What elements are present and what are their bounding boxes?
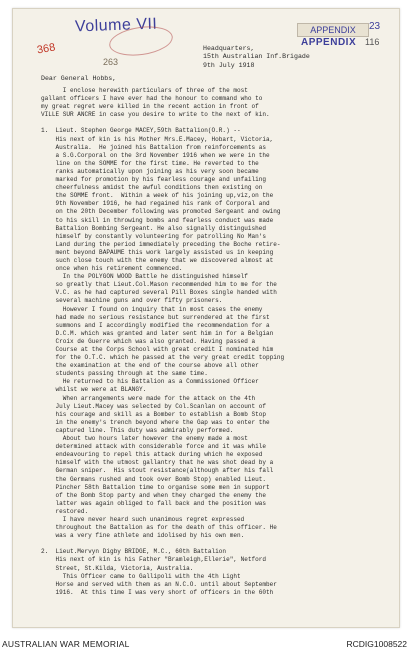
archive-reference: RCDIG1008522 [346,639,407,649]
appendix-stamp: APPENDIX [301,37,357,48]
volume-handwriting: Volume VII [74,15,158,36]
archive-name: AUSTRALIAN WAR MEMORIAL [2,639,130,649]
letter-body: I enclose herewith particulars of three of the most gallant officers I have ever had the honour to command who to my great regret were killed in the recent action in front of VILLE SUR ANCRE in case you desire to write to the next of kin. 1. Lieut. Stephen George MACEY,59th Battalion(O.R.) -- His next of kin is his Mother Mrs.E.Macey, Hobart, Victoria, Australia. He joined his Battalion from reinforcements as a S.G.Corporal on the 3rd November 1916 when we were in the line on the SOMME for the first time. He reverted to the ranks automatically upon joining as his very soon became marked for promotion by his fearless courage and unfailing cheerfulness amidst the awful conditions then existing on the SOMME front. Within a week of his joining up,viz,on the 9th November 1916, he had regained his rank of Corporal and on the 20th December following was promoted Sergeant and owing to his skill in throwing bombs and fearless conduct was made Battalion Bombing Sergeant. He also signally distinguished himself by constantly volunteering for patrolling No Man's Land during the period immediately preceding the Boche retire- ment beyond BAPAUME this work largely assisted us in keeping such close touch with the enemy that we discovered almost at once when his retirement commenced. In the POLYGON WOOD Battle he distinguished himself so greatly that Lieut.Col.Mason recommended him to me for the V.C. as he had captured several Pill Boxes single handed with several machine guns and over fifty prisoners. However I found on inquiry that in most cases the enemy had made no serious resistance but surrendered at the first summons and I accordingly modified the recommendation for a D.C.M. which was granted and later sent him in for a Belgian Croix de Guerre which was also granted. Having passed a Course at the Corps School with great credit I nominated him for the O.T.C. which he passed at the very great credit topping the examination at the end of the course above all other students passing through at the same time. He returned to his Battalion as a Commissioned Officer whilst we were at BLANGY. When arrangements were made for the attack on the 4th July Lieut.Macey was selected by Col.Scanlan on account of his courage and skill as a Bomber to establish a Bomb Stop in the enemy's trench beyond where the Gap was to enter the captured line. This duty was admirably performed. About two hours later however the enemy made a most determined attack with considerable force and it was while endeavouring to repel this attack during which he exposed himself with the utmost gallantry that he was shot dead by a German sniper. His stout resistance(although after his fall the Germans rushed and took over Bomb Stop) enabled Lieut. Pincher 58th Battalion time to organise some men in support of the Bomb Stop party and when they charged the enemy the latter was again obliged to fall back and the position was restored. I have never heard such unanimous regret expressed throughout the Battalion as for the death of this officer. He was a very fine athlete and idolised by his own men. 2. Lieut.Mervyn Digby BRIDGE, M.C., 60th Battalion His next of kin is his Father "Bramleigh,Ellerie", Netford Street, St.Kilda, Victoria, Australia. This Officer came to Gallipoli with the 4th Light Horse and served with them as an N.C.O. until about September 1916. At this time I was very short of officers in the 60th [41,87,285,596]
salutation: Dear General Hobbs, [41,75,117,82]
appendix-number: 23 [369,21,381,32]
handwritten-number-small: 263 [103,57,119,67]
handwritten-number-left: 368 [36,41,57,57]
handwritten-page-number: 116 [365,37,380,47]
appendix-label-box: APPENDIX [297,23,369,37]
document-page [12,8,400,628]
headquarters-heading: Headquarters, 15th Australian Inf.Brigade 9th July 1918 [203,45,310,69]
archive-footer [0,636,411,654]
